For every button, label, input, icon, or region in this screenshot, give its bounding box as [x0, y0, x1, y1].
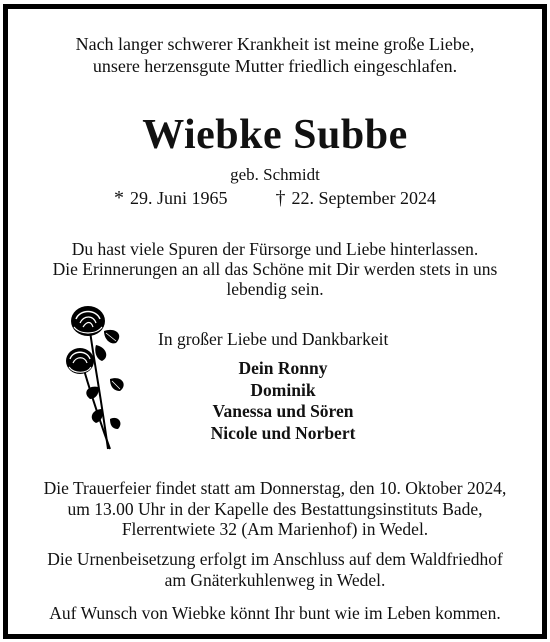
urn-burial-details [8, 549, 542, 591]
rose-illustration-icon [60, 301, 130, 451]
memorial-quote [8, 239, 542, 299]
mourner-name: Dominik [250, 379, 316, 400]
gratitude-line: In großer Liebe und Dankbarkeit [158, 329, 389, 349]
dress-wish: Auf Wunsch von Wiebke könnt Ihr bunt wie im Leben kommen. [49, 603, 501, 623]
funeral-line: Flerrentwiete 32 (Am Marienhof) in Wedel. [121, 519, 429, 539]
quote-line: Du hast viele Spuren der Fürsorge und Liebe hinterlassen. [71, 239, 479, 259]
intro-text [8, 33, 542, 77]
mourners-list [168, 358, 398, 444]
born-name: geb. Schmidt [230, 165, 320, 184]
funeral-line: um 13.00 Uhr in der Kapelle des Bestattungsinstituts Bade, [67, 498, 483, 519]
birth-date: 29. Juni 1965 [130, 188, 228, 208]
birth-date-group [114, 187, 228, 209]
mourner-name: Vanessa und Sören [212, 401, 354, 421]
urn-line: Die Urnenbeisetzung erfolgt im Anschluss auf dem Waldfriedhof [47, 549, 503, 569]
quote-line: lebendig sein. [226, 279, 324, 299]
life-dates [8, 187, 542, 209]
quote-line: Die Erinnerungen an all das Schöne mit Dir werden stets in uns [52, 259, 498, 279]
mourner-name: Nicole und Norbert [210, 422, 356, 443]
obituary-frame [3, 4, 547, 639]
intro-line: Nach langer schwerer Krankheit ist meine große Liebe, [75, 34, 475, 54]
death-date: 22. September 2024 [291, 188, 436, 208]
death-cross-icon: † [275, 187, 286, 209]
funeral-details [8, 478, 542, 540]
birth-star-icon: * [114, 187, 124, 209]
funeral-line: Die Trauerfeier findet statt am Donnerstag, den 10. Oktober 2024, [43, 478, 507, 498]
mourner-name: Dein Ronny [238, 358, 328, 378]
intro-line: unsere herzensgute Mutter friedlich eingeschlafen. [92, 56, 458, 76]
death-date-group [276, 187, 436, 209]
urn-line: am Gnäterkuhlenweg in Wedel. [164, 570, 386, 590]
deceased-name: Wiebke Subbe [142, 112, 408, 158]
